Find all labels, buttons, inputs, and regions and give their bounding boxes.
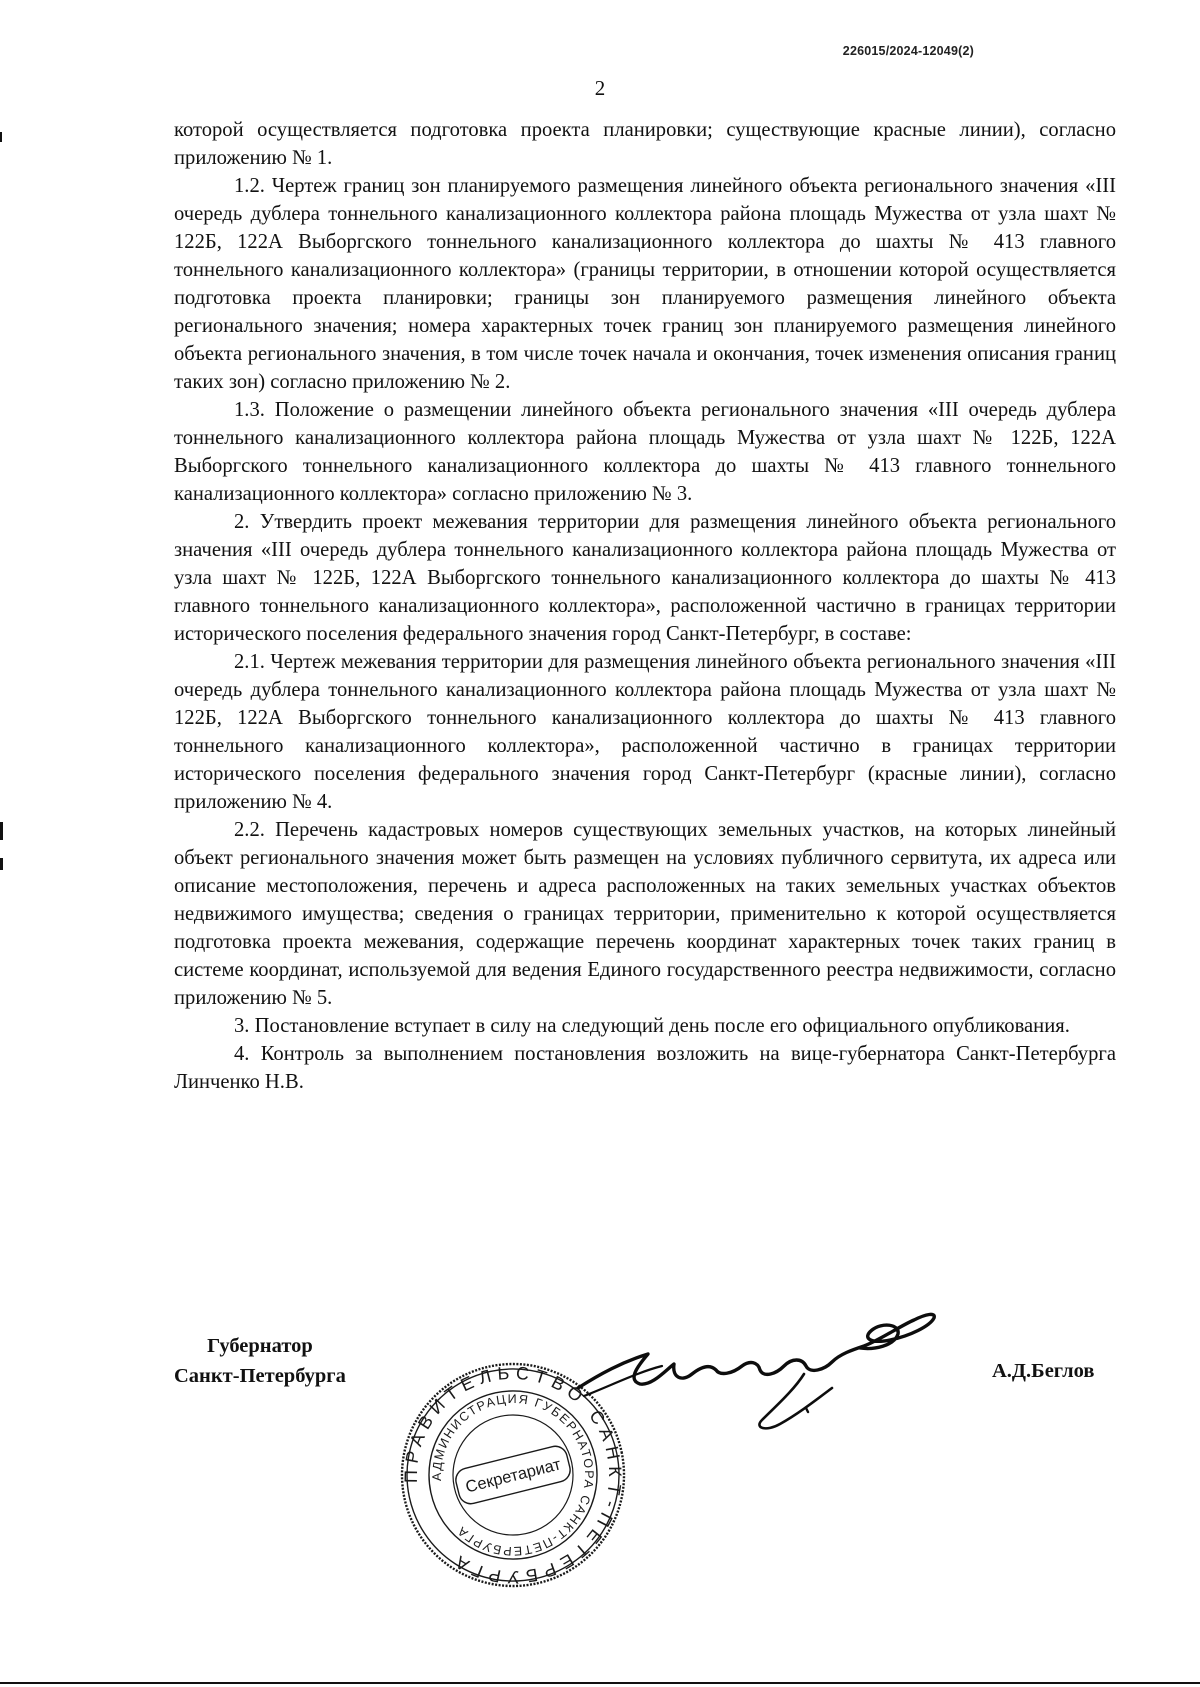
paragraph-1-2: 1.2. Чертеж границ зон планируемого размещения линейного объекта регионального значения «III очередь дублера тоннельного канализационного коллектора района площадь Мужества от узла шахт № 122Б, 122А Выборгского тоннельного канализационного коллектора до шахты № 413 главного тоннельного канализационного коллектора» (границы территории, в отношении которой осуществляется подготовка проекта планировки; границы зон планируемого размещения линейного объекта регионального значения; номера характерных точек границ зон планируемого размещения линейного объекта регионального значения, в том числе точек начала и окончания, точек изменения описания границ таких зон) согласно приложению № 2. (174, 175, 1116, 393)
document-registration-number: 226015/2024-12049(2) (842, 44, 974, 58)
signatory-name: А.Д.Беглов (992, 1360, 1095, 1382)
stamp-outer-text: ПРАВИТЕЛЬСТВО САНКТ-ПЕТЕРБУРГА (400, 1362, 626, 1588)
handwritten-signature (570, 1296, 950, 1446)
paragraph-continuation: которой осуществляется подготовка проекта планировки; существующие красные линии), согласно приложению № 1. (174, 119, 1116, 169)
scan-artifact (0, 822, 3, 840)
scan-artifact (0, 132, 2, 142)
document-body (174, 116, 1116, 1096)
paragraph-4: 4. Контроль за выполнением постановления возложить на вице-губернатора Санкт-Петербурга Линченко Н.В. (174, 1043, 1116, 1093)
paragraph-3: 3. Постановление вступает в силу на следующий день после его официального опубликования. (234, 1015, 1070, 1037)
paragraph-2: 2. Утвердить проект межевания территории для размещения линейного объекта регионального значения «III очередь дублера тоннельного канализационного коллектора района площадь Мужества от узла шахт № 122Б, 122А Выборгского тоннельного канализационного коллектора до шахты № 413 главного тоннельного канализационного коллектора», расположенной частично в границах территории исторического поселения федерального значения город Санкт-Петербург, в составе: (174, 511, 1116, 645)
paragraph-1-3: 1.3. Положение о размещении линейного объекта регионального значения «III очередь дублера тоннельного канализационного коллектора района площадь Мужества от узла шахт № 122Б, 122А Выборгского тоннельного канализационного коллектора до шахты № 413 главного тоннельного канализационного коллектора» согласно приложению № 3. (174, 399, 1116, 505)
paragraph-2-2: 2.2. Перечень кадастровых номеров существующих земельных участков, на которых линейный объект регионального значения может быть размещен на условиях публичного сервитута, их адреса или описание местоположения, перечень и адреса расположенных на таких земельных участках объектов недвижимого имущества; сведения о границах территории, применительно к которой осуществляется подготовка проекта межевания, содержащие перечень координат характерных точек таких границ в системе координат, используемой для ведения Единого государственного реестра недвижимости, согласно приложению № 5. (174, 819, 1116, 1009)
signatory-region: Санкт-Петербурга (174, 1365, 346, 1387)
scan-edge-line (0, 1682, 1200, 1684)
signatory-position (174, 1331, 346, 1391)
signatory-title: Губернатор (207, 1335, 313, 1357)
scan-artifact (0, 858, 3, 870)
page-number: 2 (594, 76, 606, 100)
stamp-inner-text: АДМИНИСТРАЦИЯ ГУБЕРНАТОРА САНКТ-ПЕТЕРБУРГА (429, 1391, 597, 1559)
stamp-center-text: Секретариат (463, 1455, 563, 1497)
paragraph-2-1: 2.1. Чертеж межевания территории для размещения линейного объекта регионального значения «III очередь дублера тоннельного канализационного коллектора района площадь Мужества от узла шахт № 122Б, 122А Выборгского тоннельного канализационного коллектора до шахты № 413 главного тоннельного канализационного коллектора», расположенной частично в границах территории исторического поселения федерального значения город Санкт-Петербург (красные линии), согласно приложению № 4. (174, 651, 1116, 813)
